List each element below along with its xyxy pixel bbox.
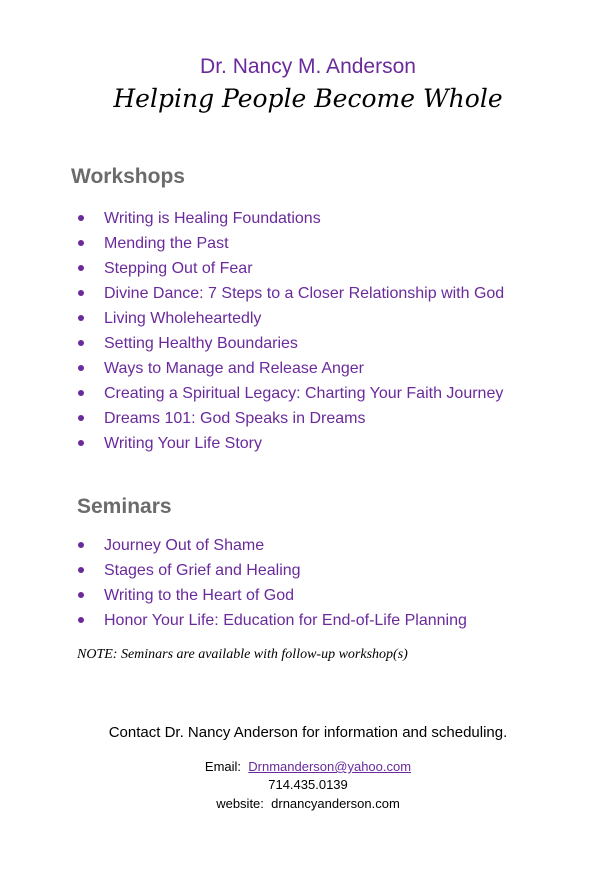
list-item	[78, 558, 467, 583]
tagline: Helping People Become Whole	[113, 84, 503, 113]
list-item	[78, 231, 504, 256]
list-item-label: Journey Out of Shame	[104, 537, 265, 554]
list-item	[78, 406, 504, 431]
bullet-icon	[78, 440, 84, 446]
website-label: website:	[216, 796, 264, 811]
list-item	[78, 256, 504, 281]
bullet-icon	[78, 215, 84, 221]
list-item-label: Stepping Out of Fear	[104, 260, 253, 277]
list-item-label: Ways to Manage and Release Anger	[104, 360, 365, 377]
bullet-icon	[78, 315, 84, 321]
seminars-heading: Seminars	[77, 495, 172, 518]
bullet-icon	[78, 340, 84, 346]
list-item	[78, 431, 504, 456]
list-item	[78, 533, 467, 558]
bullet-icon	[78, 542, 84, 548]
list-item	[78, 356, 504, 381]
list-item-label: Dreams 101: God Speaks in Dreams	[104, 410, 366, 427]
workshops-list	[78, 206, 504, 456]
bullet-icon	[78, 567, 84, 573]
email-link[interactable]: Drnmanderson@yahoo.com	[248, 759, 412, 774]
bullet-icon	[78, 617, 84, 623]
bullet-icon	[78, 240, 84, 246]
list-item	[78, 281, 504, 306]
bullet-icon	[78, 592, 84, 598]
author-name: Dr. Nancy M. Anderson	[200, 55, 416, 78]
workshops-heading: Workshops	[71, 165, 185, 188]
list-item-label: Living Wholeheartedly	[104, 310, 262, 327]
email-line	[0, 759, 606, 774]
bullet-icon	[78, 265, 84, 271]
list-item	[78, 381, 504, 406]
list-item-label: Honor Your Life: Education for End-of-Life Planning	[104, 612, 467, 629]
list-item	[78, 206, 504, 231]
phone-number: 714.435.0139	[268, 777, 348, 792]
seminars-note: NOTE: Seminars are available with follow-up workshop(s)	[77, 647, 408, 662]
list-item-label: Setting Healthy Boundaries	[104, 335, 298, 352]
list-item-label: Stages of Grief and Healing	[104, 562, 301, 579]
contact-line: Contact Dr. Nancy Anderson for information and scheduling.	[108, 724, 508, 741]
list-item-label: Creating a Spiritual Legacy: Charting Your Faith Journey	[104, 385, 504, 402]
list-item	[78, 583, 467, 608]
website-line	[0, 796, 606, 811]
list-item	[78, 306, 504, 331]
list-item	[78, 331, 504, 356]
email-label: Email:	[204, 759, 242, 774]
bullet-icon	[78, 365, 84, 371]
list-item-label: Writing Your Life Story	[104, 435, 263, 452]
list-item	[78, 608, 467, 633]
list-item-label: Writing is Healing Foundations	[104, 210, 321, 227]
list-item-label: Writing to the Heart of God	[104, 587, 295, 604]
bullet-icon	[78, 290, 84, 296]
bullet-icon	[78, 415, 84, 421]
bullet-icon	[78, 390, 84, 396]
list-item-label: Mending the Past	[104, 235, 229, 252]
list-item-label: Divine Dance: 7 Steps to a Closer Relationship with God	[104, 285, 505, 302]
seminars-list	[78, 533, 467, 633]
website-url: drnancyanderson.com	[271, 796, 400, 811]
